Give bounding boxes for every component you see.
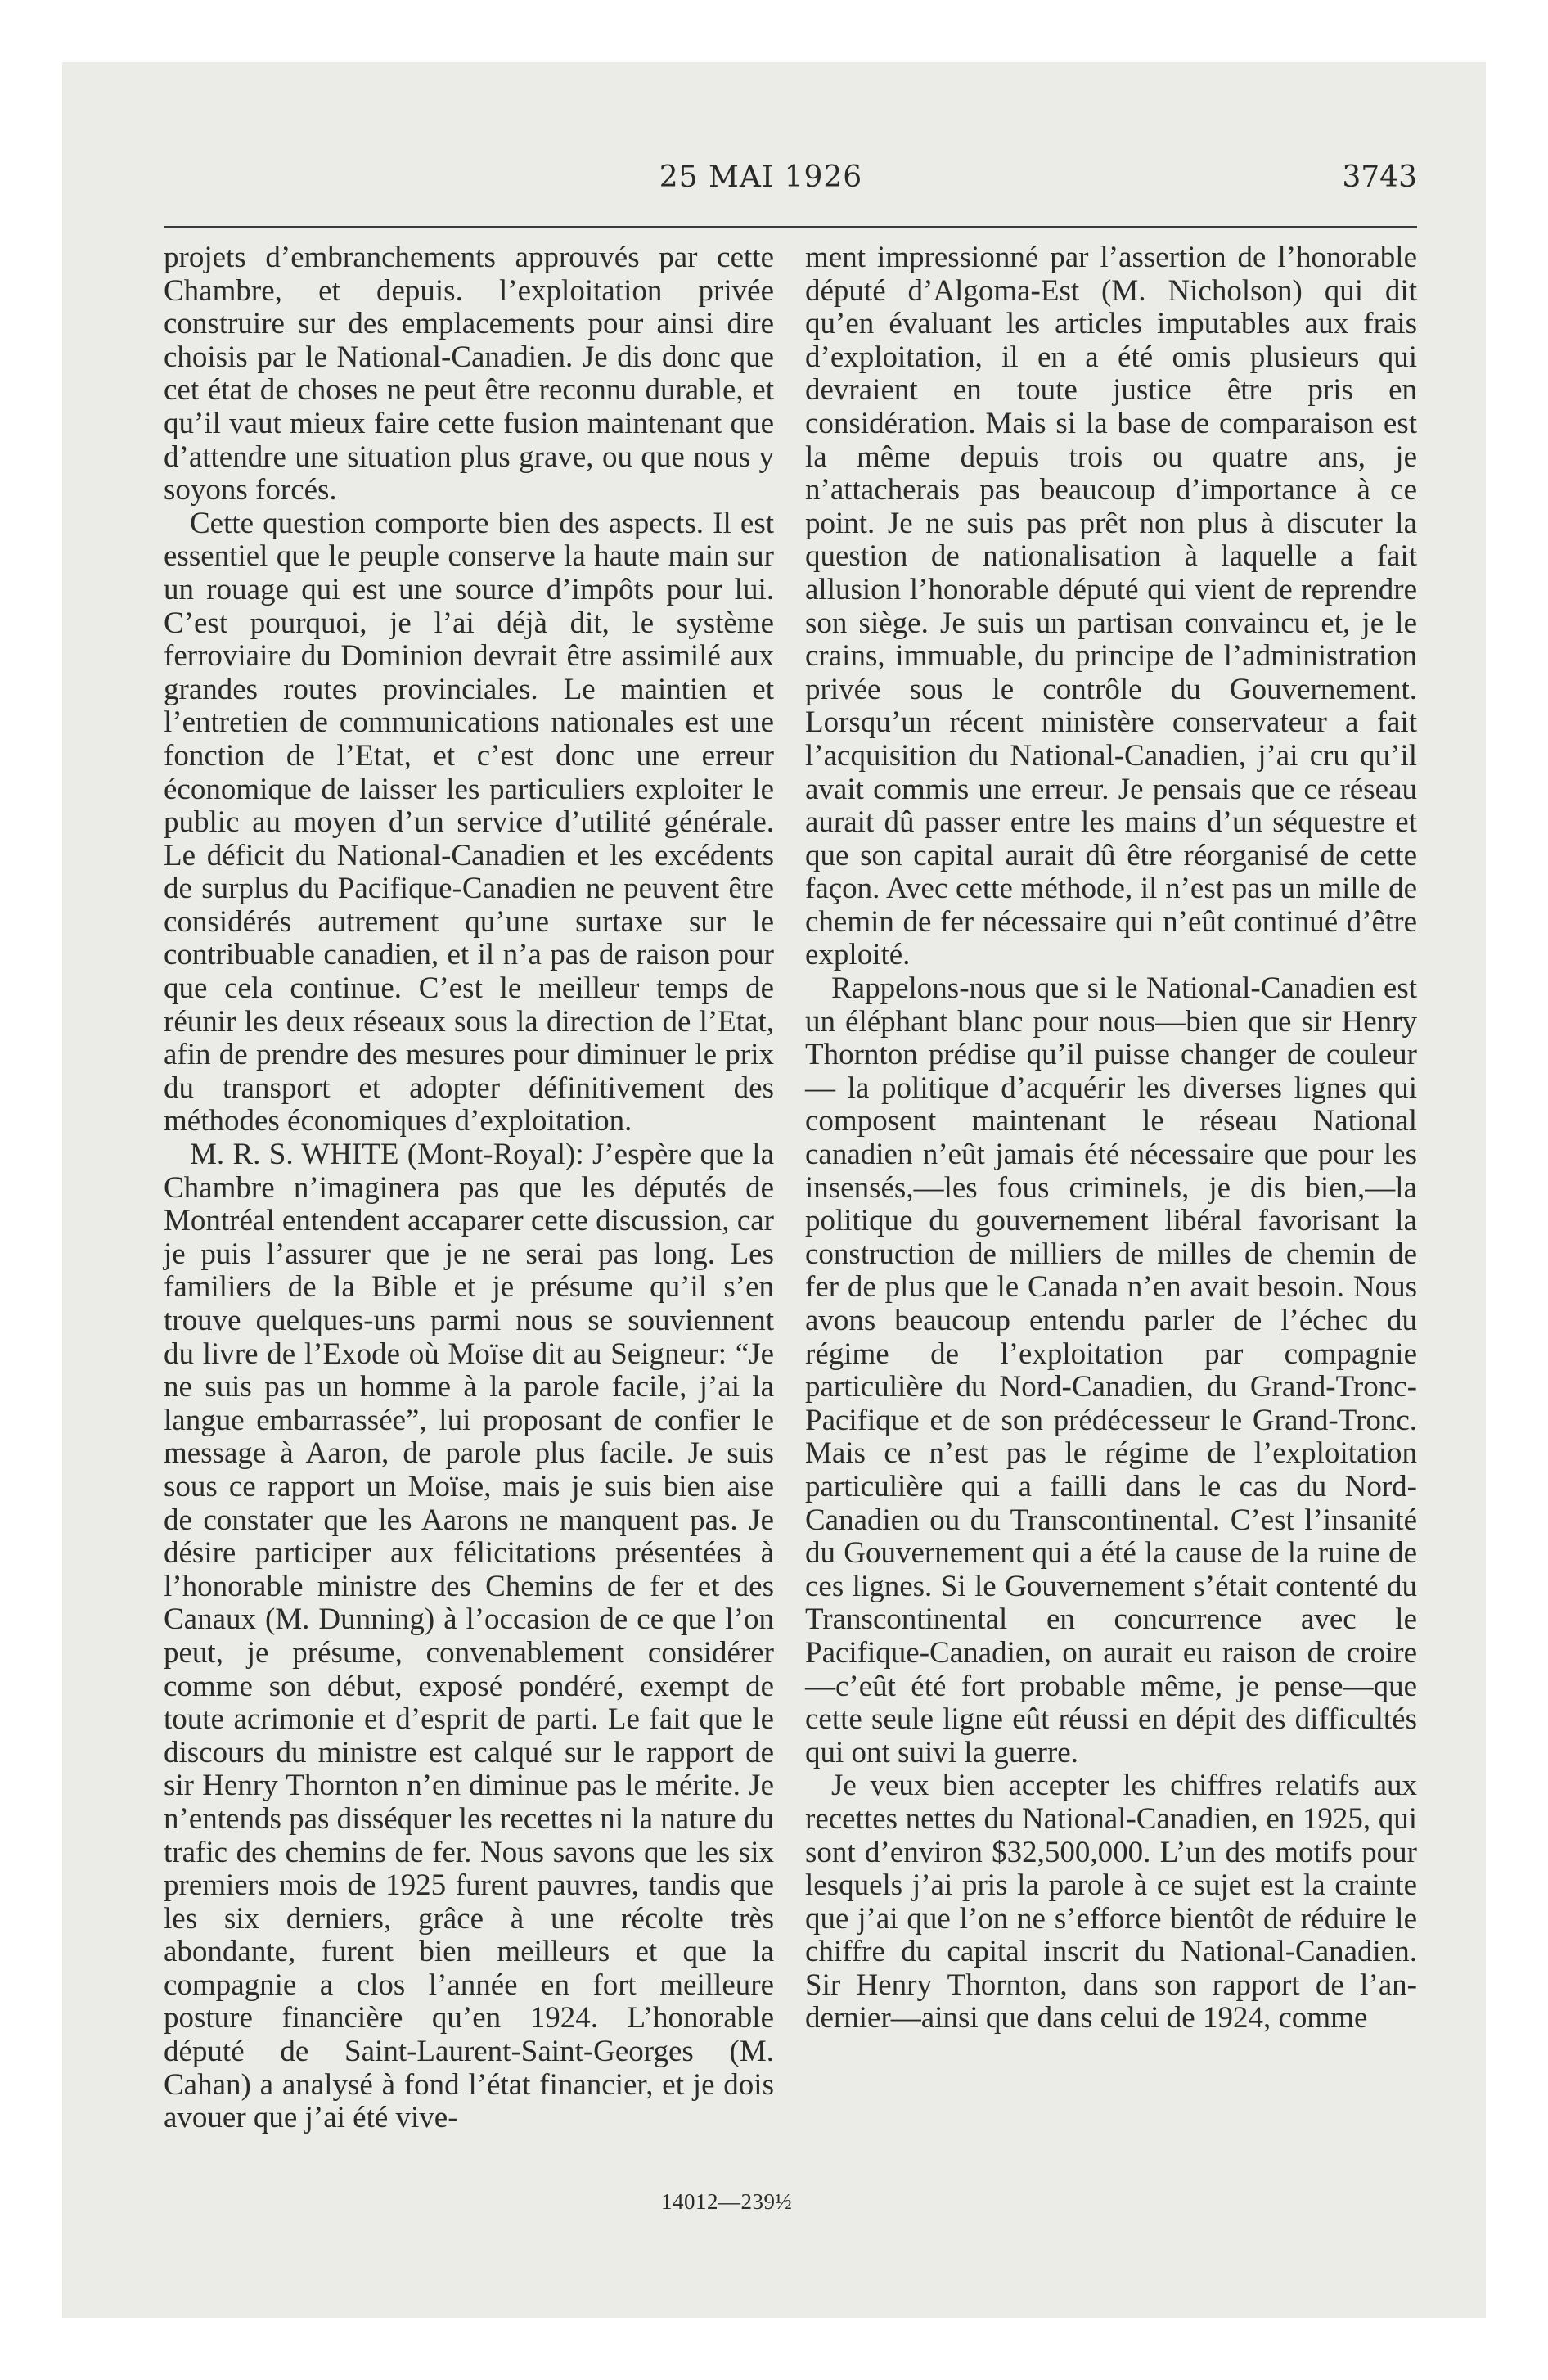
paragraph: Rappelons-nous que si le National-Canadien est un éléphant blanc pour nous—bien que sir Henry Thornton prédise qu’il puisse changer de couleur— la politique d’acquérir les diverses lignes qui composent maintenant le réseau National canadien n’eût jamais été nécessaire que pour les insensés,—les fous criminels, je dis bien,—la politique du gouvernement libéral favorisant la construction de milliers de milles de chemin de fer de plus que le Canada n’en avait besoin. Nous avons beaucoup entendu parler de l’échec du régime de l’exploitation par compagnie particulière du Nord-Canadien, du Grand-Tronc-Pacifique et de son prédécesseur le Grand-Tronc. Mais ce n’est pas le régime de l’exploitation particulière qui a failli dans le cas du Nord-Canadien ou du Transcontinental. C’est l’insanité du Gouvernement qui a été la cause de la ruine de ces lignes. Si le Gouvernement s’était contenté du Transcontinental en concurrence avec le Pacifique-Canadien, on aurait eu raison de croire—c’eût été fort probable même, je pense—que cette seule ligne eût réussi en dépit des difficultés qui ont suivi la guerre.	[805, 971, 1417, 1769]
paragraph: ment impressionné par l’assertion de l’honorable député d’Algoma-Est (M. Nicholson) qui dit qu’en évaluant les articles imputables aux frais d’exploitation, il en a été omis plusieurs qui devraient en toute justice être pris en considération. Mais si la base de comparaison est la même depuis trois ou quatre ans, je n’attacherais pas beaucoup d’importance à ce point. Je ne suis pas prêt non plus à discuter la question de nationalisation à laquelle a fait allusion l’honorable député qui vient de reprendre son siège. Je suis un partisan convaincu et, je le crains, immuable, du principe de l’administration privée sous le contrôle du Gouvernement. Lorsqu’un récent ministère conservateur a fait l’acquisition du National-Canadien, j’ai cru qu’il avait commis une erreur. Je pensais que ce réseau aurait dû passer entre les mains d’un séquestre et que son capital aurait dû être réorganisé de cette façon. Avec cette méthode, il n’est pas un mille de chemin de fer nécessaire qui n’eût continué d’être exploité.	[805, 241, 1417, 972]
paragraph-speaker-white: M. R. S. WHITE (Mont-Royal): J’espère que la Chambre n’imaginera pas que les députés de Montréal entendent accaparer cette discussion, car je puis l’assurer que je ne serai pas long. Les familiers de la Bible et je présume qu’il s’en trouve quelques-uns parmi nous se souviennent du livre de l’Exode où Moïse dit au Seigneur: “Je ne suis pas un homme à la parole facile, j’ai la langue embarrassée”, lui proposant de confier le message à Aaron, de parole plus facile. Je suis sous ce rapport un Moïse, mais je suis bien aise de constater que les Aarons ne manquent pas. Je désire participer aux félicitations présentées à l’honorable ministre des Chemins de fer et des Canaux (M. Dunning) à l’occasion de ce que l’on peut, je présume, convenablement considérer comme son début, exposé pondéré, exempt de toute acrimonie et d’esprit de parti. Le fait que le discours du ministre est calqué sur le rapport de sir Henry Thornton n’en diminue pas le mérite. Je n’entends pas disséquer les recettes ni la nature du trafic des chemins de fer. Nous savons que les six premiers mois de 1925 furent pauvres, tandis que les six derniers, grâce à une récolte très abondante, furent bien meilleurs et que la compagnie a clos l’année en fort meilleure posture financière qu’en 1924. L’honorable député de Saint-Laurent-Saint-Georges (M. Cahan) a analysé à fond l’état financier, et je dois avouer que j’ai été vive-	[164, 1138, 774, 2135]
paragraph: projets d’embranchements approuvés par cette Chambre, et depuis. l’exploitation privée construire sur des emplacements pour ainsi dire choisis par le National-Canadien. Je dis donc que cet état de choses ne peut être reconnu durable, et qu’il vaut mieux faire cette fusion maintenant que d’attendre une situation plus grave, ou que nous y soyons forcés.	[164, 241, 774, 507]
header-date: 25 MAI 1926	[659, 160, 863, 194]
header-rule	[164, 226, 1417, 228]
right-column	[805, 241, 1417, 2165]
page-header	[105, 160, 1417, 201]
paragraph: Je veux bien accepter les chiffres relatifs aux recettes nettes du National-Canadien, en 1925, qui sont d’environ $32,500,000. L’un des motifs pour lesquels j’ai pris la parole à ce sujet est la crainte que j’ai que l’on ne s’efforce bientôt de réduire le chiffre du capital inscrit du National-Canadien. Sir Henry Thornton, dans son rapport de l’an-dernier—ainsi que dans celui de 1924, comme	[805, 1769, 1417, 2035]
printer-signature: 14012—239½	[661, 2189, 793, 2214]
page-number: 3743	[1342, 160, 1417, 194]
paragraph: Cette question comporte bien des aspects. Il est essentiel que le peuple conserve la haute main sur un rouage qui est une source d’impôts pour lui. C’est pourquoi, je l’ai déjà dit, le système ferroviaire du Dominion devrait être assimilé aux grandes routes provinciales. Le maintien et l’entretien de communications nationales est une fonction de l’Etat, et c’est donc une erreur économique de laisser les particuliers exploiter le public au moyen d’un service d’utilité générale. Le déficit du National-Canadien et les excédents de surplus du Pacifique-Canadien ne peuvent être considérés autrement qu’une surtaxe sur le contribuable canadien, et il n’a pas de raison pour que cela continue. C’est le meilleur temps de réunir les deux réseaux sous la direction de l’Etat, afin de prendre des mesures pour diminuer le prix du transport et adopter définitivement des méthodes économiques d’exploitation.	[164, 506, 774, 1138]
left-column	[164, 241, 774, 2165]
